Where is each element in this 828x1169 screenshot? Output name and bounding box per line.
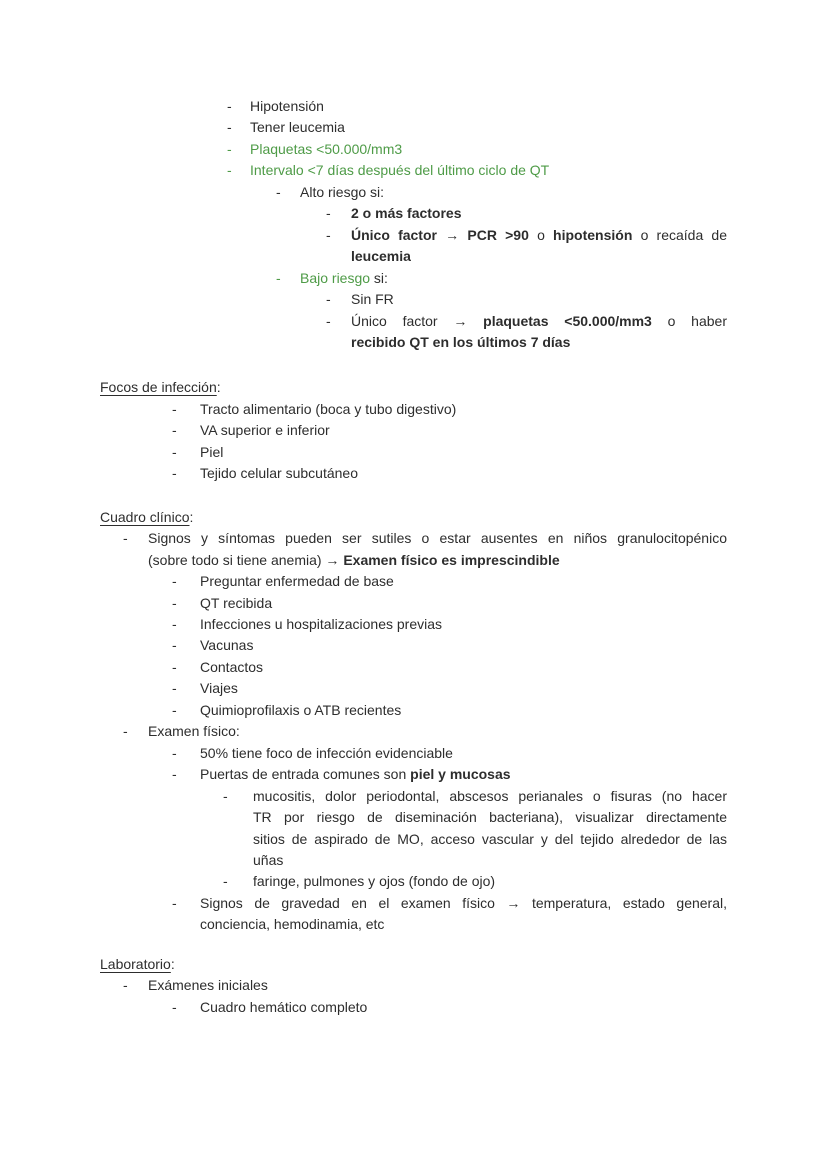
section-heading — [100, 377, 727, 398]
heading-text: Focos de infección — [100, 379, 217, 396]
bullet-dash: - — [227, 162, 232, 179]
list-item — [227, 139, 727, 160]
heading-colon: : — [216, 379, 221, 396]
bullet-dash: - — [227, 98, 232, 114]
list-item — [172, 764, 727, 785]
text-run: Cuadro hemático completo — [200, 998, 368, 1015]
continuation-line — [148, 550, 727, 571]
bullet-dash: - — [172, 998, 177, 1015]
list-item — [172, 743, 727, 764]
bullet-dash: - — [123, 723, 128, 740]
list-item — [123, 975, 727, 996]
list-item — [172, 420, 727, 441]
bullet-dash: - — [227, 119, 232, 136]
continuation-line — [253, 829, 727, 850]
continuation-line — [351, 246, 727, 267]
bullet-dash: - — [172, 701, 177, 718]
list-item — [227, 160, 727, 181]
text-run: Piel — [200, 443, 224, 460]
list-item — [123, 528, 727, 549]
text-run: (sobre todo si tiene anemia) → — [148, 551, 344, 568]
continuation-line — [351, 332, 727, 353]
list-item — [172, 399, 727, 420]
bullet-dash: - — [223, 873, 228, 890]
bullet-dash: - — [172, 637, 177, 654]
list-item — [172, 463, 727, 484]
text-run: Sin FR — [351, 291, 394, 308]
text-run: Examen físico: — [148, 723, 240, 740]
text-run: QT recibida — [200, 594, 273, 611]
section-gap — [0, 936, 828, 954]
list-item — [172, 442, 727, 463]
text-run: uñas — [253, 851, 284, 868]
text-run: → — [436, 226, 468, 243]
bullet-dash: - — [227, 140, 232, 157]
text-run: recibido QT en los últimos 7 días — [351, 333, 571, 350]
text-run: Único factor — [351, 226, 437, 243]
list-item — [172, 614, 727, 635]
text-run: Tejido celular subcutáneo — [200, 465, 358, 482]
text-run: Tracto alimentario (boca y tubo digestivo) — [200, 400, 457, 417]
list-item — [172, 700, 727, 721]
text-run: Puertas de entrada comunes son — [200, 766, 411, 783]
continuation-line — [200, 914, 727, 935]
text-run: Alto riesgo si: — [300, 183, 385, 200]
text-run: o recaída de — [632, 226, 727, 243]
list-item — [123, 721, 727, 742]
bullet-dash: - — [172, 465, 177, 482]
bullet-dash: - — [172, 400, 177, 417]
heading-colon: : — [189, 508, 194, 525]
text-run: TR por riesgo de diseminación bacteriana), visualizar directamente — [253, 809, 727, 826]
bullet-dash: - — [276, 269, 281, 286]
continuation-line — [253, 807, 727, 828]
bullet-dash: - — [123, 530, 128, 547]
list-item — [326, 225, 727, 246]
text-run: Intervalo <7 días después del último ciclo de QT — [250, 162, 550, 179]
list-item — [326, 289, 727, 310]
text-run: Tener leucemia — [250, 119, 345, 136]
text-run: PCR >90 — [467, 226, 529, 243]
text-run: Vacunas — [200, 637, 254, 654]
list-item — [172, 593, 727, 614]
list-item — [172, 571, 727, 592]
bullet-dash: - — [326, 291, 331, 308]
text-run: Exámenes iniciales — [148, 977, 268, 994]
text-run: Preguntar enfermedad de base — [200, 573, 394, 590]
bullet-dash: - — [172, 766, 177, 783]
bullet-dash: - — [172, 894, 177, 911]
bullet-dash: - — [172, 680, 177, 697]
heading-colon: : — [170, 955, 175, 972]
heading-text: Cuadro clínico — [100, 508, 190, 525]
list-item — [223, 871, 727, 892]
text-run: Plaquetas <50.000/mm3 — [250, 140, 403, 157]
text-run: VA superior e inferior — [200, 422, 330, 439]
text-run: o haber — [651, 312, 727, 329]
text-run: Quimioprofilaxis o ATB recientes — [200, 701, 402, 718]
text-run: Hipotensión — [250, 98, 324, 114]
text-run: sitios de aspirado de MO, acceso vascular y del tejido alrededor de las — [253, 830, 727, 847]
text-run: Bajo riesgo — [300, 269, 371, 286]
text-run: Infecciones u hospitalizaciones previas — [200, 615, 443, 632]
continuation-line — [253, 850, 727, 871]
list-item — [276, 268, 727, 289]
bullet-dash: - — [123, 977, 128, 994]
text-run: conciencia, hemodinamia, etc — [200, 916, 385, 933]
list-item — [172, 893, 727, 914]
list-item — [227, 96, 727, 117]
text-run: si: — [370, 269, 388, 286]
bullet-dash: - — [172, 615, 177, 632]
text-run: 50% tiene foco de infección evidenciable — [200, 744, 453, 761]
list-item — [326, 311, 727, 332]
list-item — [172, 678, 727, 699]
bullet-dash: - — [276, 183, 281, 200]
list-item — [172, 635, 727, 656]
text-run: hipotensión — [553, 226, 633, 243]
text-run: plaquetas <50.000/mm3 — [483, 312, 652, 329]
bullet-dash: - — [326, 205, 331, 222]
text-run: Signos y síntomas pueden ser sutiles o estar ausentes en niños granulocitopénico — [148, 530, 727, 547]
list-item — [172, 657, 727, 678]
list-item — [227, 117, 727, 138]
heading-text: Laboratorio — [100, 955, 171, 972]
text-run: mucositis, dolor periodontal, abscesos perianales o fisuras (no hacer — [253, 787, 727, 804]
bullet-dash: - — [172, 443, 177, 460]
text-run: leucemia — [351, 248, 411, 265]
text-run: 2 o más factores — [351, 205, 462, 222]
bullet-dash: - — [172, 573, 177, 590]
text-run: piel y mucosas — [410, 766, 511, 783]
list-item — [172, 997, 727, 1018]
section-heading — [100, 507, 727, 528]
text-run: Signos de gravedad en el examen físico → temperatura, estado general, — [200, 894, 727, 911]
list-item — [326, 203, 727, 224]
bullet-dash: - — [326, 226, 331, 243]
text-run: Examen físico es imprescindible — [343, 551, 560, 568]
bullet-dash: - — [172, 658, 177, 675]
bullet-dash: - — [172, 594, 177, 611]
text-run: faringe, pulmones y ojos (fondo de ojo) — [253, 873, 496, 890]
list-item — [276, 182, 727, 203]
section-gap — [0, 485, 828, 507]
text-run: Viajes — [200, 680, 238, 697]
text-run: o — [528, 226, 554, 243]
section-gap — [0, 353, 828, 377]
bullet-dash: - — [223, 787, 228, 804]
section-heading — [100, 954, 727, 975]
text-run: Único factor → — [351, 312, 484, 329]
list-item — [223, 786, 727, 807]
bullet-dash: - — [172, 422, 177, 439]
bullet-dash: - — [172, 744, 177, 761]
text-run: Contactos — [200, 658, 264, 675]
bullet-dash: - — [326, 312, 331, 329]
